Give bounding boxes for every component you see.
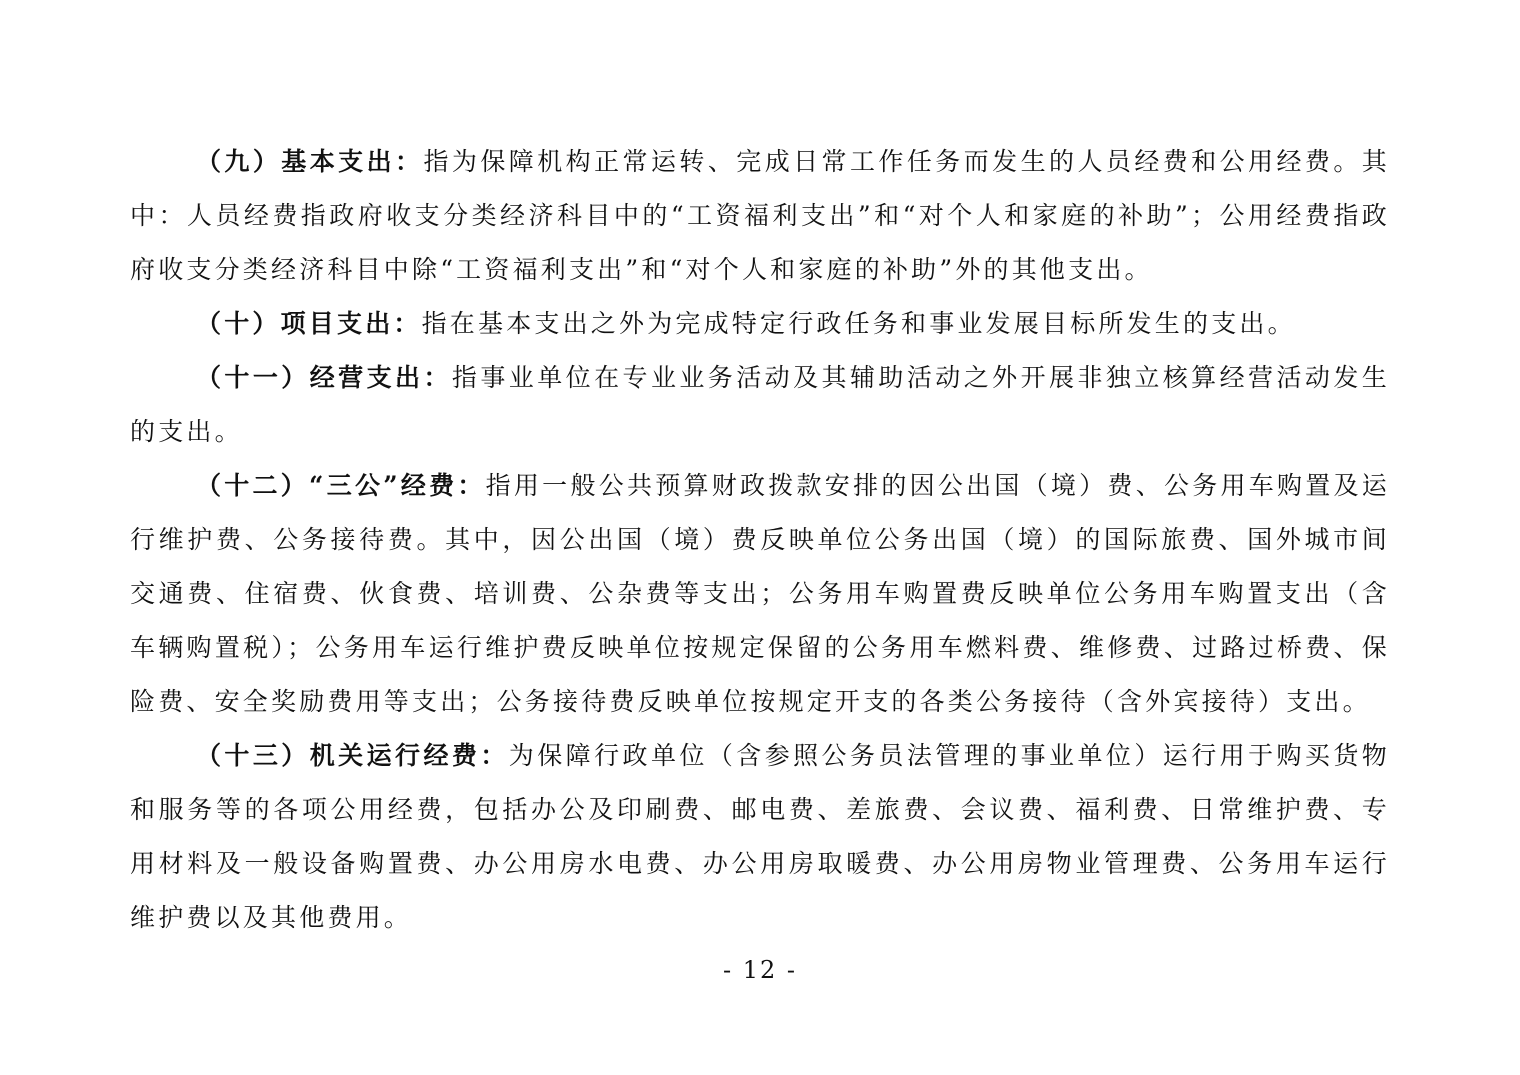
page-number: - 12 - [722,956,797,984]
definition-three-public-funds: 指用一般公共预算财政拨款安排的因公出国（境）费、公务用车购置及运行维护费、公务接待费。其中，因公出国（境）费反映单位公务出国（境）的国际旅费、国外城市间交通费、住宿费、伙食费、培训费、公杂费等支出；公务用车购置费反映单位公务用车购置支出（含车辆购置税）；公务用车运行维护费反映单位按规定保留的公务用车燃料费、维修费、过路过桥费、保险费、安全奖励费用等支出；公务接待费反映单位按规定开支的各类公务接待（含外宾接待）支出。 [130,471,1390,716]
term-project-expenditure: （十）项目支出： [196,309,422,338]
document-body [130,135,1390,945]
paragraph-three-public-funds [130,459,1390,729]
definition-basic-expenditure: 指为保障机构正常运转、完成日常工作任务而发生的人员经费和公用经费。其中：人员经费指政府收支分类经济科目中的“工资福利支出”和“对个人和家庭的补助”；公用经费指政府收支分类经济科目中除“工资福利支出”和“对个人和家庭的补助”外的其他支出。 [130,147,1390,284]
term-three-public-funds: （十二）“三公”经费： [196,471,486,500]
paragraph-basic-expenditure [130,135,1390,297]
definition-agency-operating-funds: 为保障行政单位（含参照公务员法管理的事业单位）运行用于购买货物和服务等的各项公用经费，包括办公及印刷费、邮电费、差旅费、会议费、福利费、日常维护费、专用材料及一般设备购置费、办公用房水电费、办公用房取暖费、办公用房物业管理费、公务用车运行维护费以及其他费用。 [130,741,1391,932]
paragraph-agency-operating-funds [130,729,1390,945]
term-basic-expenditure: （九）基本支出： [196,147,424,176]
paragraph-operating-expenditure [130,351,1390,459]
definition-operating-expenditure: 指事业单位在专业业务活动及其辅助活动之外开展非独立核算经营活动发生的支出。 [130,363,1390,446]
definition-project-expenditure: 指在基本支出之外为完成特定行政任务和事业发展目标所发生的支出。 [421,309,1296,338]
term-operating-expenditure: （十一）经营支出： [196,363,452,392]
term-agency-operating-funds: （十三）机关运行经费： [196,741,509,770]
paragraph-project-expenditure [130,297,1390,351]
